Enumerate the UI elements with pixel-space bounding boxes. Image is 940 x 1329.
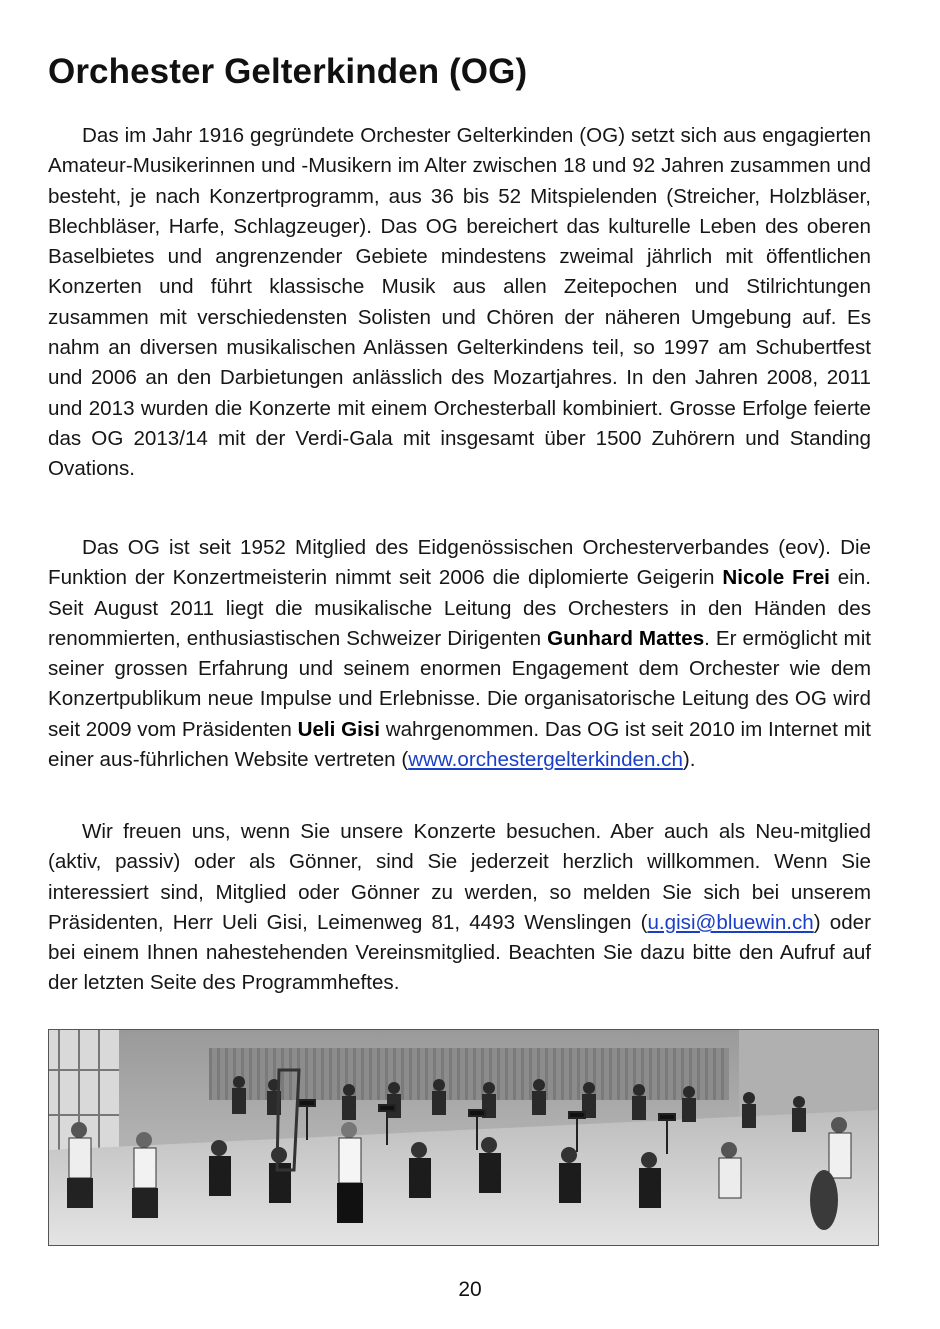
paragraph-text: . Er ermöglicht mit seiner grossen Erfahrung und seinem enormen Engagement dem Orchester wie dem Konzertpublikum neue Impulse und Erlebnisse. Die organisatorische Leitung des OG wird seit 2009 vom Präsidenten <box>48 626 871 741</box>
email-link[interactable]: u.gisi@bluewin.ch <box>647 910 814 934</box>
name-conductor: Gunhard Mattes <box>547 626 705 650</box>
name-president: Ueli Gisi <box>297 717 380 741</box>
stage-curtain <box>209 1048 729 1100</box>
paragraph-text: wahrgenommen. Das OG ist seit 2010 im Internet mit einer aus-führlichen Website vertreten ( <box>48 717 872 772</box>
name-concertmaster: Nicole Frei <box>722 566 830 590</box>
page-number: 20 <box>458 1278 482 1301</box>
paragraph-membership <box>48 533 871 775</box>
paragraph-text: ) oder bei einem Ihnen nahestehenden Vereinsmitglied. Beachten Sie dazu bitte den Aufruf auf der letzten Seite des Programmheftes. <box>48 910 871 995</box>
page-title: Orchester Gelterkinden (OG) <box>48 52 528 91</box>
paragraph-text: ). <box>682 748 696 772</box>
paragraph-history <box>48 121 871 485</box>
orchestra-photo <box>48 1029 879 1246</box>
paragraph-text: ein. Seit August 2011 liegt die musikalische Leitung des Orchesters in den Händen des renommierten, enthusiastischen Schweizer Dirigenten <box>48 566 871 650</box>
paragraph-text: Wir freuen uns, wenn Sie unsere Konzerte besuchen. Aber auch als Neu-mitglied (aktiv, passiv) oder als Gönner, sind Sie jederzeit herzlich willkommen. Wenn Sie interessiert sind, Mitglied oder Gönner zu werden, so melden Sie sich bei unserem Präsidenten, Herr Ueli Gisi, Leimenweg 81, 4493 Wenslingen ( <box>48 820 871 934</box>
paragraph-invitation <box>48 817 871 999</box>
website-link[interactable]: www.orchestergelterkinden.ch <box>408 748 683 772</box>
paragraph-history-text: Das im Jahr 1916 gegründete Orchester Gelterkinden (OG) setzt sich aus engagierten Amateur-Musikerinnen und -Musikern im Alter zwischen 18 und 92 Jahren zusammen und besteht, je nach Konzertprogramm, aus 36 bis 52 Mitspielenden (Streicher, Holzbläser, Blechbläser, Harfe, Schlagzeuger). Das OG bereichert das kulturelle Leben des oberen Baselbietes und angrenzender Gebiete mindestens zweimal jährlich mit öffentlichen Konzerten und führt klassische Musik aus allen Zeitepochen und Stilrichtungen zusammen mit verschiedensten Solisten und Chören der näheren Umgebung auf. Es nahm an diversen musikalischen Anlässen Gelterkindens teil, so 1997 am Schubertfest und 2006 an den Darbietungen anlässlich des Mozartjahres. In den Jahren 2008, 2011 und 2013 wurden die Konzerte mit einem Orchesterball kombiniert. Grosse Erfolge feierte das OG 2013/14 mit der Verdi-Gala mit insgesamt über 1500 Zuhörern und Standing Ovations. <box>48 124 871 481</box>
paragraph-text: Das OG ist seit 1952 Mitglied des Eidgenössischen Orchesterverbandes (eov). Die Funktion der Konzertmeisterin nimmt seit 2006 die diplomierte Geigerin <box>48 536 871 590</box>
orchestra-photo-illustration <box>49 1030 878 1245</box>
